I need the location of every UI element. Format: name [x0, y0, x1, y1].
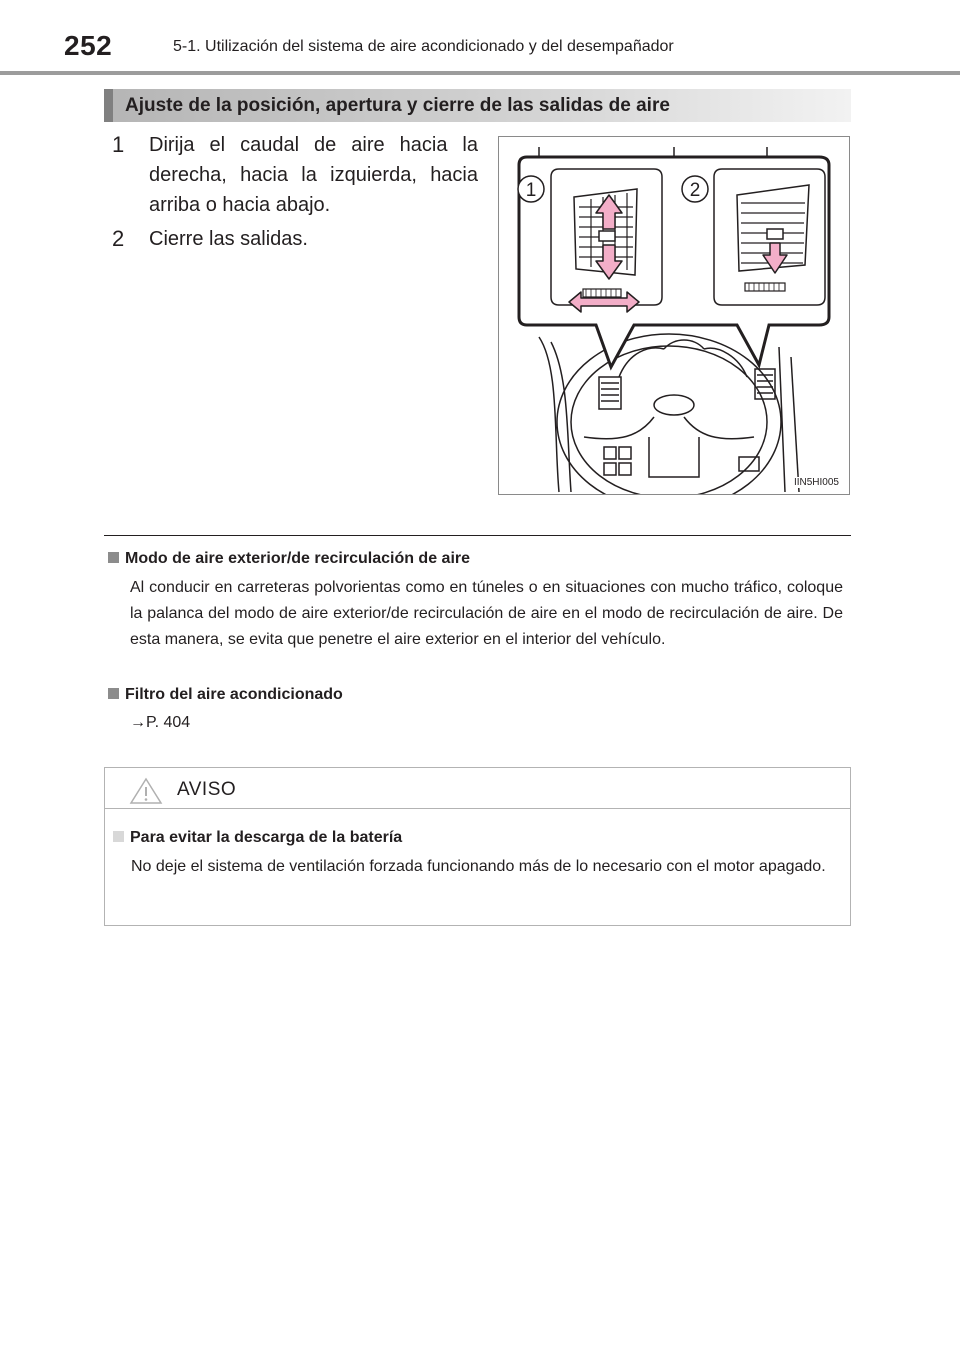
step-number: 1: [112, 132, 125, 157]
bullet-square-icon: [108, 552, 119, 563]
step-text: Cierre las salidas.: [149, 228, 308, 250]
section-header: [104, 89, 851, 122]
note-heading: Modo de aire exterior/de recirculación de aire: [108, 550, 470, 568]
header-rule: [0, 71, 960, 75]
warning-box: [104, 767, 851, 926]
note-heading: Filtro del aire acondicionado: [108, 686, 343, 704]
note-body: Al conducir en carreteras polvorientas como en túneles o en situaciones con mucho tráfico, coloque la palanca del modo de aire exterior/de recirculación de aire en el modo de recirculación de aire. De esta manera, se evita que penetre el aire exterior en el interior del vehículo.: [130, 579, 843, 648]
section-title: Ajuste de la posición, apertura y cierre de las salidas de aire: [125, 95, 670, 116]
page-reference: →P. 404: [130, 714, 191, 731]
page-number: 252: [64, 30, 113, 61]
chapter-title: 5-1. Utilización del sistema de aire acondicionado y del desempañador: [173, 38, 674, 55]
step-1: [112, 130, 478, 220]
air-vent-illustration: [498, 136, 850, 495]
callout-2: [682, 176, 708, 202]
svg-text:2: 2: [689, 180, 701, 201]
section-divider: [104, 535, 851, 536]
step-2: [112, 224, 478, 254]
callout-1: [518, 176, 544, 202]
svg-text:1: 1: [525, 180, 537, 201]
warning-body: No deje el sistema de ventilación forzada funcionando más de lo necesario con el motor apagado.: [131, 858, 826, 875]
warning-heading: Para evitar la descarga de la batería: [113, 829, 402, 847]
warning-triangle-icon: [129, 777, 163, 805]
warning-title: AVISO: [177, 779, 237, 800]
warning-header: [105, 768, 850, 809]
step-number: 2: [112, 226, 125, 251]
bullet-square-icon: [108, 688, 119, 699]
figure-code: IIN5HI005: [793, 477, 839, 488]
step-text: Dirija el caudal de aire hacia la derecha, hacia la izquierda, hacia arriba o hacia abajo.: [149, 134, 478, 216]
bullet-square-icon: [113, 831, 124, 842]
